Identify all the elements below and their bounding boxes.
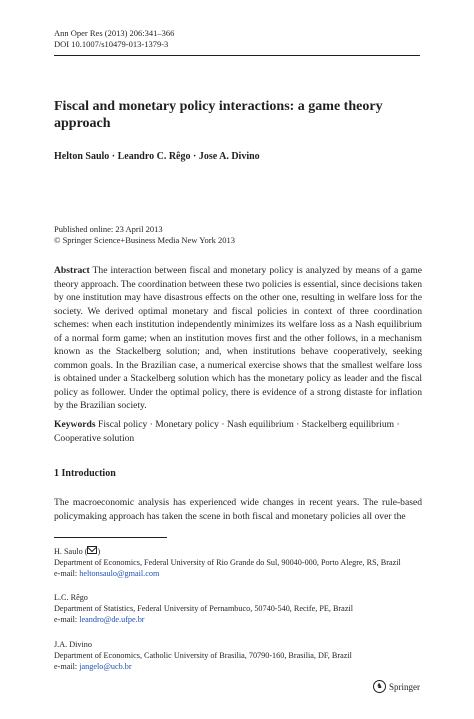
- journal-header: [54, 28, 174, 50]
- email-link[interactable]: jangelo@ucb.br: [79, 661, 132, 671]
- author-email-line: [54, 615, 424, 626]
- publisher-name: Springer: [389, 681, 420, 692]
- introduction-text: The macroeconomic analysis has experienced wide changes in recent years. The rule-based policymaking approach has taken the scene in both fiscal and monetary policies all over the: [54, 497, 422, 522]
- email-link[interactable]: heltonsaulo@gmail.com: [79, 568, 160, 578]
- journal-citation: Ann Oper Res (2013) 206:341–366: [54, 28, 175, 38]
- author-affiliation: [54, 640, 424, 672]
- author-department: Department of Economics, Federal University of Rio Grande do Sul, 90040-000, Porto Alegre, RS, Brazil: [54, 557, 401, 567]
- section-heading: 1 Introduction: [54, 468, 116, 479]
- doi: DOI 10.1007/s10479-013-1379-3: [54, 39, 169, 49]
- author-affiliation: [54, 546, 424, 579]
- abstract-label: Abstract: [54, 265, 90, 276]
- author-affiliation: [54, 593, 424, 625]
- footnote-rule: [54, 537, 167, 538]
- article-title: Fiscal and monetary policy interactions: a game theory approach: [54, 99, 383, 131]
- header-rule: [54, 55, 420, 56]
- envelope-icon: [87, 546, 97, 554]
- author-email-line: [54, 569, 424, 580]
- author-name: H. Saulo ( ): [54, 547, 101, 556]
- keywords: [54, 418, 422, 445]
- abstract: [54, 264, 422, 413]
- author-email-line: [54, 662, 424, 673]
- keywords-label: Keywords: [54, 419, 96, 430]
- author-department: Department of Economics, Catholic University of Brasilia, 70790-160, Brasilia, DF, Brazil: [54, 650, 352, 660]
- publication-info: [54, 224, 235, 246]
- author-department: Department of Statistics, Federal University of Pernambuco, 50740-540, Recife, PE, Brazil: [54, 603, 353, 613]
- author-name: J.A. Divino: [54, 640, 92, 649]
- author-name: L.C. Rêgo: [54, 593, 88, 602]
- email-label: e-mail:: [54, 568, 78, 578]
- author-list: Helton Saulo · Leandro C. Rêgo · Jose A. Divino: [54, 151, 260, 162]
- email-label: e-mail:: [54, 614, 78, 624]
- abstract-text: The interaction between fiscal and monetary policy is analyzed by means of a game theory approach. The coordination between these two policies is essential, since decisions taken by one institution may have disastrous effects on the other one, resulting in welfare loss for the society. We derived optimal monetary and fiscal policies in context of three coordination schemes: when each institution independently minimizes its welfare loss as a Nash equilibrium of a normal form game; when an institution moves first and the other follows, in a mechanism known as the Stackelberg solution; and, when institutions behave cooperatively, seeking common goals. In the Brazilian case, a numerical exercise shows that the smallest welfare loss is obtained under a Stackelberg solution which has the monetary policy as leader and the fiscal policy as follower. Under the optimal policy, there is evidence of a strong distaste for inflation by the Brazilian society.: [54, 265, 423, 411]
- publisher-logo: [373, 680, 420, 693]
- published-date: Published online: 23 April 2013: [54, 224, 163, 234]
- email-link[interactable]: leandro@de.ufpe.br: [79, 614, 145, 624]
- keywords-text: Fiscal policy · Monetary policy · Nash equilibrium · Stackelberg equilibrium · Cooperative solution: [54, 419, 400, 444]
- springer-horse-icon: ♞: [373, 680, 386, 693]
- copyright: © Springer Science+Business Media New York 2013: [54, 235, 235, 245]
- email-label: e-mail:: [54, 661, 78, 671]
